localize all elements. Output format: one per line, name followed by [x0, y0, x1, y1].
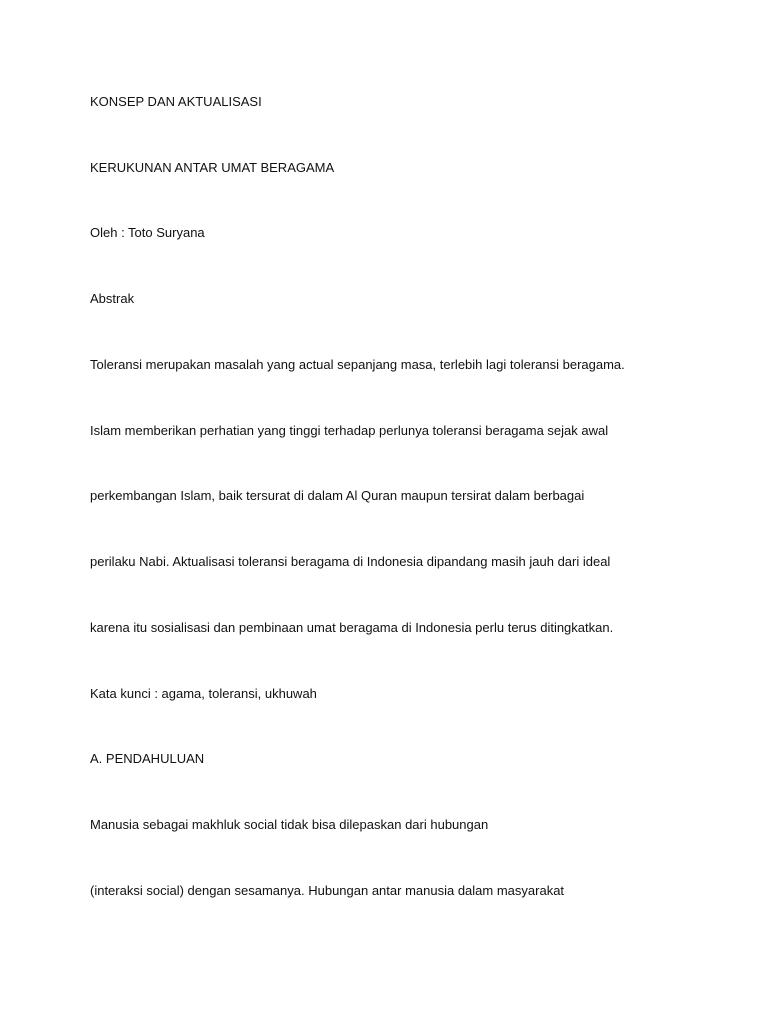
body-line: (interaksi social) dengan sesamanya. Hubungan antar manusia dalam masyarakat — [90, 883, 565, 898]
title-line-1: KONSEP DAN AKTUALISASI — [90, 94, 262, 109]
abstract-line: Islam memberikan perhatian yang tinggi terhadap perlunya toleransi beragama sejak awal — [90, 423, 609, 438]
abstract-line: perkembangan Islam, baik tersurat di dalam Al Quran maupun tersirat dalam berbagai — [90, 488, 585, 503]
abstract-line: karena itu sosialisasi dan pembinaan umat beragama di Indonesia perlu terus ditingkatkan. — [90, 620, 614, 635]
keywords-line: Kata kunci : agama, toleransi, ukhuwah — [90, 686, 317, 701]
author-line: Oleh : Toto Suryana — [90, 225, 205, 240]
title-line-2: KERUKUNAN ANTAR UMAT BERAGAMA — [90, 160, 335, 175]
abstract-line: Toleransi merupakan masalah yang actual sepanjang masa, terlebih lagi toleransi beragama. — [90, 357, 625, 372]
abstract-line: perilaku Nabi. Aktualisasi toleransi beragama di Indonesia dipandang masih jauh dari ideal — [90, 554, 611, 569]
body-line: Manusia sebagai makhluk social tidak bisa dilepaskan dari hubungan — [90, 817, 489, 832]
section-heading: A. PENDAHULUAN — [90, 751, 205, 766]
abstract-heading: Abstrak — [90, 291, 135, 306]
